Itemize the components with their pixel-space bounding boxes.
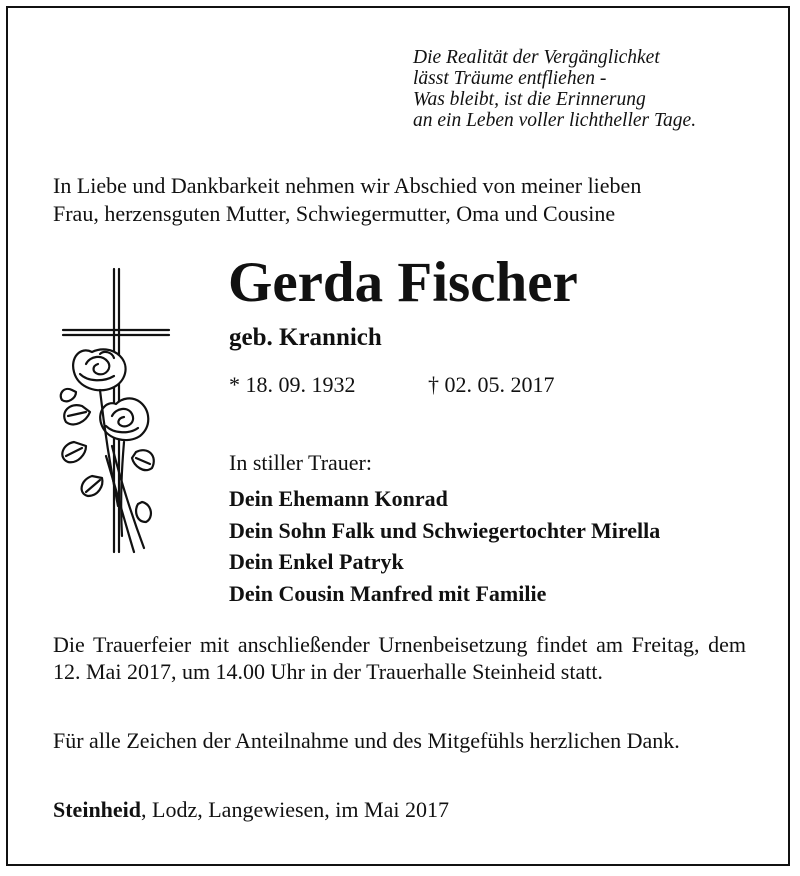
quote-line: an ein Leben voller lichtheller Tage. (413, 110, 697, 131)
maiden-name: geb. Krannich (229, 324, 382, 351)
quote-line: Was bleibt, ist die Erinnerung (413, 89, 646, 110)
intro-line: Frau, herzensguten Mutter, Schwiegermutter, Oma und Cousine (53, 201, 616, 226)
mourning-label: In stiller Trauer: (229, 450, 372, 475)
funeral-details: Die Trauerfeier mit anschließender Urnenbeisetzung findet am Freitag, dem 12. Mai 2017, um 14.00 Uhr in der Trauerhalle Steinheid statt. (53, 632, 746, 684)
birth-date: * 18. 09. 1932 (229, 372, 356, 397)
mourner-item: Dein Cousin Manfred mit Familie (229, 580, 547, 606)
thanks-text: Für alle Zeichen der Anteilnahme und des Mitgefühls herzlichen Dank. (53, 728, 680, 753)
cross-with-roses-icon (52, 266, 182, 556)
mourners-list (229, 483, 660, 609)
signoff (53, 796, 449, 824)
signoff-rest: , Lodz, Langewiesen, im Mai 2017 (141, 797, 449, 822)
intro-text (53, 172, 753, 228)
mourner-item: Dein Sohn Falk und Schwiegertochter Mirella (229, 517, 661, 543)
mourner-item: Dein Enkel Patryk (229, 549, 404, 574)
death-date: † 02. 05. 2017 (428, 372, 555, 397)
quote-line: Die Realität der Vergänglichket (413, 47, 660, 68)
quote-line: lässt Träume entfliehen - (413, 68, 607, 89)
intro-line: In Liebe und Dankbarkeit nehmen wir Abschied von meiner lieben (53, 173, 642, 198)
epigraph-quote (413, 47, 783, 131)
signoff-place: Steinheid (53, 797, 142, 822)
mourner-item: Dein Ehemann Konrad (229, 486, 448, 511)
deceased-name: Gerda Fischer (228, 251, 578, 314)
